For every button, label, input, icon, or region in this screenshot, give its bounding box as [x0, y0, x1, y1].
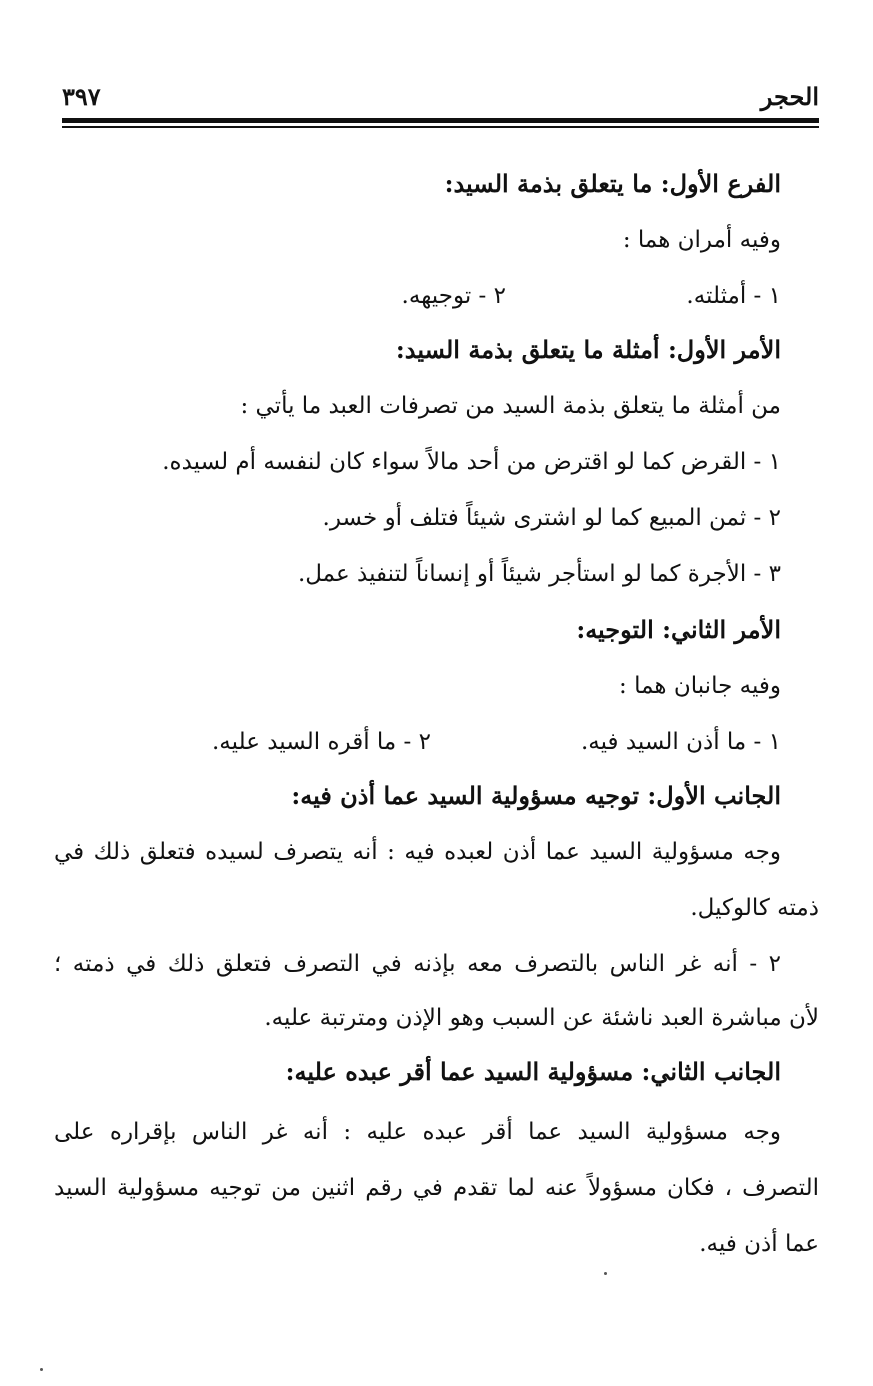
list-item: ١ - القرض كما لو اقترض من أحد مالاً سواء كان لنفسه أم لسيده.: [162, 449, 781, 475]
subheading-1: الأمر الأول: أمثلة ما يتعلق بذمة السيد:: [395, 335, 781, 364]
paragraph-line: عما أذن فيه.: [699, 1231, 819, 1257]
page-number: ٣٩٧: [62, 82, 101, 111]
subheading-3: الجانب الأول: توجيه مسؤولية السيد عما أذن فيه:: [291, 781, 781, 810]
list-item-2: ٢ - ما أقره السيد عليه.: [212, 729, 431, 755]
list-item-1: ١ - أمثلته.: [686, 283, 781, 309]
scan-speck: [604, 1272, 607, 1275]
section-heading-1: الفرع الأول: ما يتعلق بذمة السيد:: [444, 169, 781, 198]
paragraph-line: ذمته كالوكيل.: [690, 895, 819, 921]
header-rule-thick: [62, 118, 819, 123]
paragraph-line: وفيه أمران هما :: [622, 227, 781, 253]
paragraph-line: لأن مباشرة العبد ناشئة عن السبب وهو الإذن ومترتبة عليه.: [264, 1005, 819, 1031]
page-header: [62, 80, 819, 116]
paragraph-line: وجه مسؤولية السيد عما أذن لعبده فيه : أنه يتصرف لسيده فتعلق ذلك في: [54, 839, 781, 865]
list-item-2: ٢ - توجيهه.: [401, 283, 506, 309]
header-rule-thin: [62, 126, 819, 128]
paragraph-line: ٢ - أنه غر الناس بالتصرف معه بإذنه في التصرف فتعلق ذلك في ذمته ؛: [54, 951, 781, 977]
paragraph-line: وفيه جانبان هما :: [619, 673, 781, 699]
paragraph-line: التصرف ، فكان مسؤولاً عنه لما تقدم في رقم اثنين من توجيه مسؤولية السيد: [54, 1175, 819, 1201]
list-row: [54, 280, 781, 312]
paragraph-line: من أمثلة ما يتعلق بذمة السيد من تصرفات العبد ما يأتي :: [240, 393, 781, 419]
scan-speck: [40, 1368, 43, 1371]
subheading-2: الأمر الثاني: التوجيه:: [576, 615, 781, 644]
chapter-title: الحجر: [760, 82, 819, 111]
list-item: ٣ - الأجرة كما لو استأجر شيئاً أو إنساناً لتنفيذ عمل.: [297, 561, 781, 587]
paragraph-line: وجه مسؤولية السيد عما أقر عبده عليه : أنه غر الناس بإقراره على: [54, 1119, 781, 1145]
list-item: ٢ - ثمن المبيع كما لو اشترى شيئاً فتلف أو خسر.: [322, 505, 781, 531]
list-item-1: ١ - ما أذن السيد فيه.: [580, 729, 781, 755]
list-row: [54, 726, 781, 758]
subheading-4: الجانب الثاني: مسؤولية السيد عما أقر عبده عليه:: [285, 1057, 781, 1086]
